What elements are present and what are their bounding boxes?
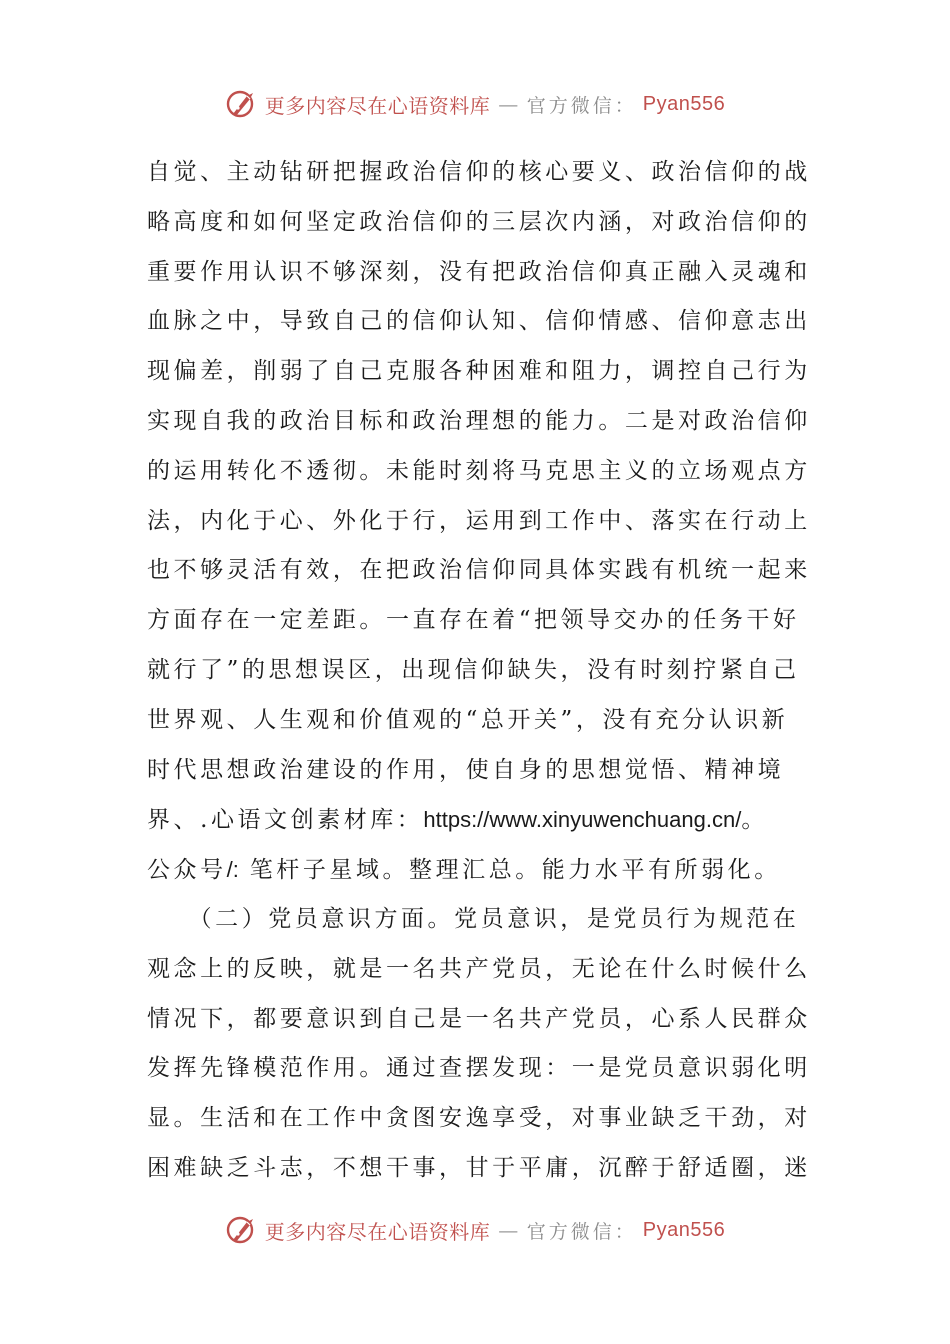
footer-wechat-id: Pyan556	[642, 1218, 726, 1241]
header-official-label: 官方微信：	[526, 94, 637, 117]
body-line: （二）党员意识方面。党员意识，是党员行为规范在	[147, 905, 800, 932]
body-line-with-url	[147, 795, 807, 845]
body-line: 略高度和如何坚定政治信仰的三层次内涵，对政治信仰的	[147, 208, 811, 235]
page-footer	[0, 1210, 950, 1250]
body-line: 也不够灵活有效，在把政治信仰同具体实践有机统一起来	[147, 557, 811, 584]
body-line: 自觉、主动钻研把握政治信仰的核心要义、政治信仰的战	[147, 159, 811, 185]
body-line: 显。生活和在工作中贪图安逸享受，对事业缺乏干劲，对	[147, 1105, 811, 1132]
header-brand	[225, 87, 725, 121]
body-line: 重要作用认识不够深刻，没有把政治信仰真正融入灵魂和	[147, 258, 811, 285]
page-header	[0, 84, 950, 124]
footer-official-label: 官方微信：	[526, 1220, 637, 1243]
body-line: 发挥先锋模范作用。通过查摆发现：一是党员意识弱化明	[147, 1055, 811, 1082]
pen-nib-circle-icon	[225, 1213, 259, 1247]
footer-dash: —	[498, 1218, 519, 1242]
body-line-prefix: 公众号	[147, 857, 227, 884]
body-line: 情况下，都要意识到自己是一名共产党员，心系人民群众	[147, 1005, 811, 1032]
body-line: 法，内化于心、外化于行，运用到工作中、落实在行动上	[147, 507, 811, 534]
body-line-official-account	[147, 845, 807, 895]
footer-brand-text: 更多内容尽在心语资料库	[264, 1219, 491, 1244]
body-line-suffix: 。	[741, 807, 768, 834]
body-line: 困难缺乏斗志，不想干事，甘于平庸，沉醉于舒适圈，迷	[147, 1154, 811, 1181]
body-line: 的运用转化不透彻。未能时刻将马克思主义的立场观点方	[147, 457, 811, 484]
body-line: 时代思想政治建设的作用，使自身的思想觉悟、精神境	[147, 756, 785, 783]
body-line: 就行了”的思想误区，出现信仰缺失，没有时刻拧紧自己	[147, 656, 800, 683]
body-line-mark: /:	[226, 857, 239, 883]
header-dash: —	[498, 92, 519, 116]
header-brand-text: 更多内容尽在心语资料库	[264, 93, 491, 118]
website-link[interactable]: https://www.xinyuwenchuang.cn/	[423, 807, 742, 833]
header-wechat-id: Pyan556	[642, 92, 726, 115]
body-line: 实现自我的政治目标和政治理想的能力。二是对政治信仰	[147, 407, 811, 434]
body-line-prefix: 界、.心语文创素材库：	[147, 807, 424, 834]
body-line-suffix: 笔杆子星域。整理汇总。能力水平有所弱化。	[238, 857, 781, 884]
pen-nib-circle-icon	[225, 87, 259, 121]
document-body	[147, 148, 811, 1194]
footer-brand	[225, 1213, 725, 1247]
body-line: 世界观、人生观和价值观的“总开关”，没有充分认识新	[147, 706, 789, 733]
body-line: 方面存在一定差距。一直存在着“把领导交办的任务干好	[147, 607, 800, 634]
body-line: 血脉之中，导致自己的信仰认知、信仰情感、信仰意志出	[147, 308, 811, 335]
body-line: 观念上的反映，就是一名共产党员，无论在什么时候什么	[147, 955, 811, 982]
body-line: 现偏差，削弱了自己克服各种困难和阻力，调控自己行为	[147, 358, 811, 385]
